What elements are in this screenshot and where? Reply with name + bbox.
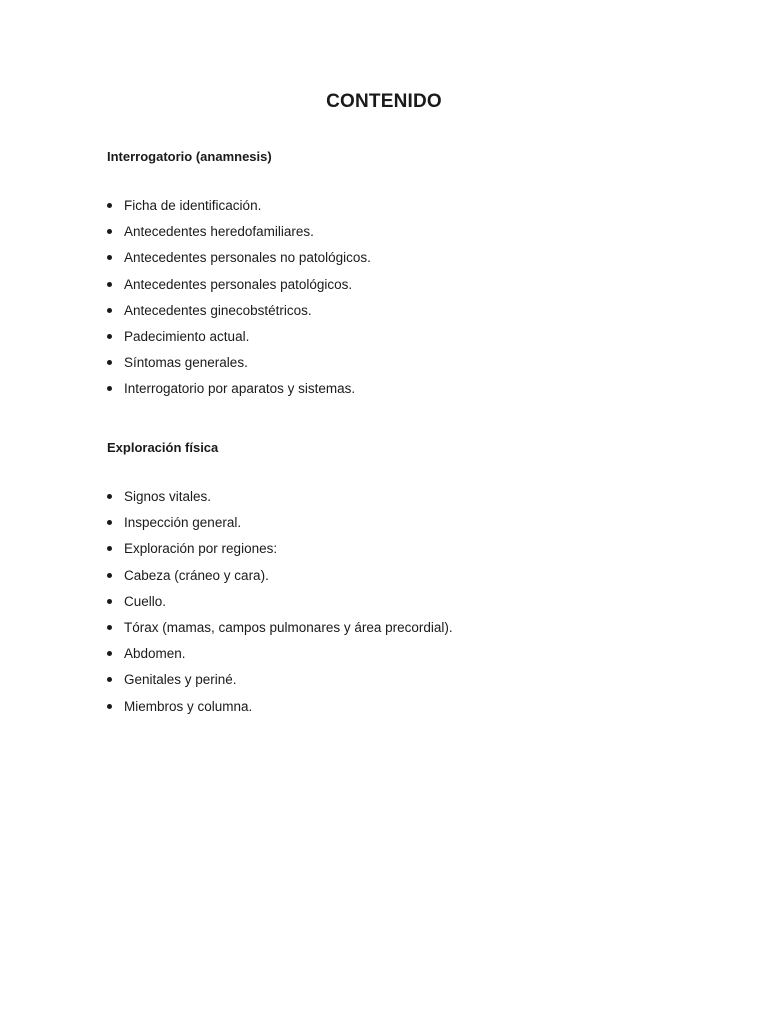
bullet-icon [107,704,112,709]
bullet-icon [107,308,112,313]
list-item [107,301,371,327]
list-item-text: Ficha de identificación. [124,198,262,213]
list-item-text: Antecedentes ginecobstétricos. [124,302,312,318]
bullet-list-exploracion [107,487,453,723]
list-item [107,196,371,222]
list-item-text: Miembros y columna. [124,698,253,714]
list-item [107,513,453,539]
list-item [107,670,453,696]
list-item [107,275,371,301]
bullet-icon [107,360,112,365]
list-item [107,353,371,379]
list-item-text: Exploración por regiones: [124,541,278,557]
bullet-icon [107,282,112,287]
list-item-text: Antecedentes personales no patológicos. [124,250,371,266]
list-item-text: Cabeza (cráneo y cara). [124,567,269,583]
list-item-text: Síntomas generales. [124,355,248,371]
section-heading-interrogatorio: Interrogatorio (anamnesis) [107,149,272,164]
section-heading-exploracion: Exploración física [107,440,219,455]
list-item [107,539,453,565]
bullet-icon [107,334,112,339]
list-item [107,327,371,353]
list-item-text: Antecedentes heredofamiliares. [124,224,314,240]
bullet-icon [107,599,112,604]
bullet-icon [107,520,112,525]
list-item [107,566,453,592]
list-item-text: Signos vitales. [124,489,212,504]
list-item-text: Padecimiento actual. [124,328,250,344]
list-item-text: Tórax (mamas, campos pulmonares y área precordial). [124,619,453,635]
bullet-icon [107,625,112,630]
list-item [107,487,453,513]
list-item [107,248,371,274]
list-item-text: Genitales y periné. [124,672,237,688]
bullet-list-interrogatorio [107,196,371,406]
list-item [107,618,453,644]
list-item [107,592,453,618]
page-title: CONTENIDO [326,91,442,112]
bullet-icon [107,546,112,551]
bullet-icon [107,386,112,391]
bullet-icon [107,494,112,499]
bullet-icon [107,677,112,682]
list-item [107,644,453,670]
list-item [107,222,371,248]
list-item [107,379,371,405]
list-item [107,697,453,723]
bullet-icon [107,255,112,260]
list-item-text: Abdomen. [124,646,186,662]
list-item-text: Interrogatorio por aparatos y sistemas. [124,381,356,397]
list-item-text: Inspección general. [124,515,242,531]
bullet-icon [107,651,112,656]
bullet-icon [107,203,112,208]
bullet-icon [107,573,112,578]
bullet-icon [107,229,112,234]
list-item-text: Antecedentes personales patológicos. [124,276,353,292]
list-item-text: Cuello. [124,593,167,609]
